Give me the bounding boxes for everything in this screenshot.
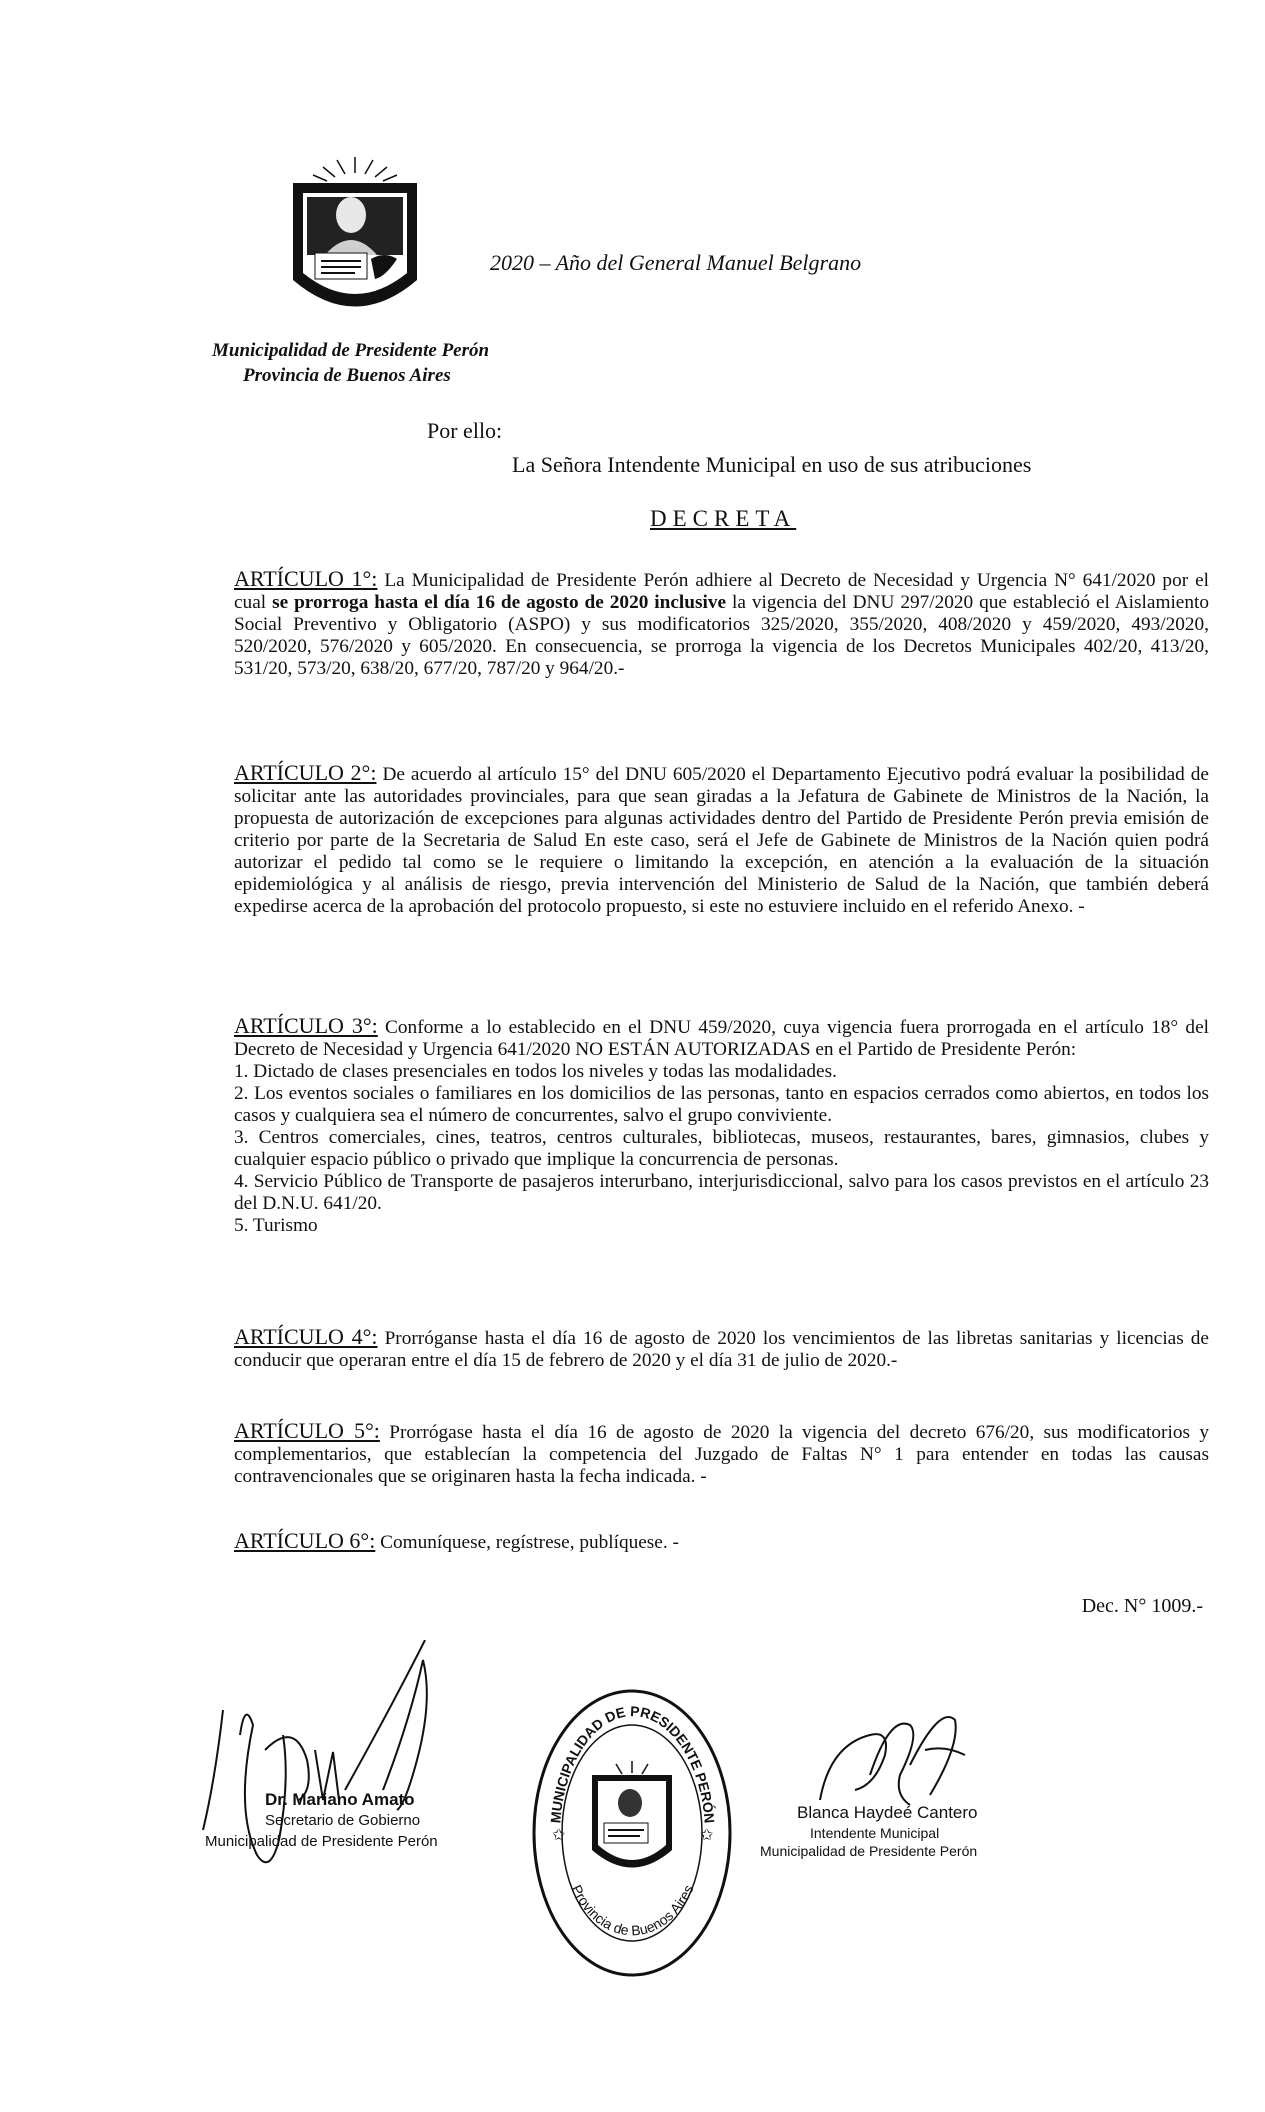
handwritten-signature-intendente <box>760 1705 1080 1815</box>
province-name: Provincia de Buenos Aires <box>243 365 451 386</box>
article-4 <box>234 1326 1209 1372</box>
secretary-municipality: Municipalidad de Presidente Perón <box>205 1833 438 1850</box>
article-2 <box>234 762 1209 918</box>
attributions-text: La Señora Intendente Municipal en uso de sus atribuciones <box>512 452 1032 477</box>
intendente-municipality: Municipalidad de Presidente Perón <box>760 1843 978 1859</box>
svg-text:✩: ✩ <box>700 1827 714 1844</box>
article-6 <box>234 1530 1209 1554</box>
article-5-label: ARTÍCULO 5°: <box>234 1418 380 1443</box>
municipality-name: Municipalidad de Presidente Perón <box>212 340 490 361</box>
list-item: 4. Servicio Público de Transporte de pasajeros interurbano, interjurisdiccional, salvo para los casos previstos en el artículo 23 del D.N.U. 641/20. <box>234 1171 1209 1214</box>
decree-number: Dec. N° 1009.- <box>1081 1595 1203 1617</box>
article-1 <box>234 568 1209 680</box>
secretary-role: Secretario de Gobierno <box>265 1812 421 1829</box>
list-item: 2. Los eventos sociales o familiares en los domicilios de las personas, tanto en espacios cerrados como abiertos, en todos los casos y cualquiera sea el número de concurrentes, salvo el grupo conviviente. <box>234 1083 1209 1126</box>
article-2-text: De acuerdo al artículo 15° del DNU 605/2020 el Departamento Ejecutivo podrá evaluar la posibilidad de solicitar ante las autoridades provinciales, para que sean giradas a la Jefatura de Gabinete de Ministros de la Nación, la propuesta de autorización de excepciones para algunas actividades dentro del Partido de Presidente Perón previa emisión de criterio por parte de la Secretaria de Salud En este caso, será el Jefe de Gabinete de Ministros de la Nación quien podrá autorizar el pedido tal como se le requiere o limitando la excepción, en atención a la evaluación de la situación epidemiológica y al análisis de riesgo, previa intervención del Ministerio de Salud de la Nación, que también deberá expedirse acerca de la aprobación del protocolo propuesto, si este no estuviere incluido en el referido Anexo. - <box>234 764 1209 917</box>
article-3-label: ARTÍCULO 3°: <box>234 1013 378 1038</box>
article-3-text: Conforme a lo establecido en el DNU 459/2020, cuya vigencia fuera prorrogada en el artículo 18° del Decreto de Necesidad y Urgencia 641/2020 NO ESTÁN AUTORIZADAS en el Partido de Presidente Perón: <box>234 1017 1209 1060</box>
decreta-heading: DECRETA <box>650 506 797 531</box>
article-5-text: Prorrógase hasta el día 16 de agosto de 2020 la vigencia del decreto 676/20, sus modificatorios y complementarios, que establecían la competencia del Juzgado de Faltas N° 1 para entender en todas las causas contravencionales que se originaren hasta la fecha indicada. - <box>234 1422 1209 1487</box>
secretary-name: Dr. Mariano Amato <box>265 1790 415 1809</box>
list-item: 5. Turismo <box>234 1215 318 1236</box>
svg-text:✩: ✩ <box>552 1827 566 1844</box>
intendente-name: Blanca Haydeé Cantero <box>797 1803 978 1822</box>
article-6-text: Comuníquese, regístrese, publíquese. - <box>375 1532 679 1553</box>
article-2-label: ARTÍCULO 2°: <box>234 760 377 785</box>
signature-block-secretary <box>195 1640 525 1890</box>
article-3 <box>234 1015 1209 1237</box>
seal-bottom-text: Provincia de Buenos Aires <box>568 1882 697 1939</box>
year-motto: 2020 – Año del General Manuel Belgrano <box>490 250 862 275</box>
article-4-text: Prorróganse hasta el día 16 de agosto de 2020 los vencimientos de las libretas sanitarias y licencias de conducir que operaran entre el día 15 de febrero de 2020 y el día 31 de julio de 2020.- <box>234 1328 1209 1371</box>
list-item: 3. Centros comerciales, cines, teatros, centros culturales, bibliotecas, museos, restaurantes, bares, gimnasios, clubes y cualquier espacio público o privado que implique la concurrencia de personas. <box>234 1127 1209 1170</box>
list-item: 1. Dictado de clases presenciales en todos los niveles y todas las modalidades. <box>234 1061 837 1082</box>
svg-text:Provincia de Buenos Aires <box>568 1882 696 1938</box>
por-ello-text: Por ello: <box>427 418 503 443</box>
article-1-bold-text: se prorroga hasta el día 16 de agosto de 2020 inclusive <box>272 592 727 613</box>
article-4-label: ARTÍCULO 4°: <box>234 1324 378 1349</box>
municipal-seal <box>530 1685 735 1980</box>
municipal-coat-of-arms-logo <box>285 155 425 320</box>
article-3-list <box>234 1061 1209 1237</box>
article-5 <box>234 1420 1209 1488</box>
article-1-text-after: la vigencia del DNU 297/2020 que estableció el Aislamiento Social Preventivo y Obligatorio (ASPO) y sus modificatorios 325/2020, 355/2020, 408/2020 y 459/2020, 493/2020, 520/2020, 576/2020 y 605/2020. En consecuencia, se prorroga la vigencia de los Decretos Municipales 402/20, 413/20, 531/20, 573/20, 638/20, 677/20, 787/20 y 964/20.- <box>234 592 1210 679</box>
article-6-label: ARTÍCULO 6°: <box>234 1528 376 1553</box>
intendente-role: Intendente Municipal <box>810 1825 940 1841</box>
seal-top-text: MUNICIPALIDAD DE PRESIDENTE PERÓN <box>547 1703 718 1824</box>
article-1-label: ARTÍCULO 1°: <box>234 566 378 591</box>
signature-block-intendente <box>760 1705 1080 1875</box>
article-1-text-before: La Municipalidad de Presidente Perón adhiere al Decreto de Necesidad y Urgencia N° 641/2020 por el cual <box>234 570 1209 613</box>
